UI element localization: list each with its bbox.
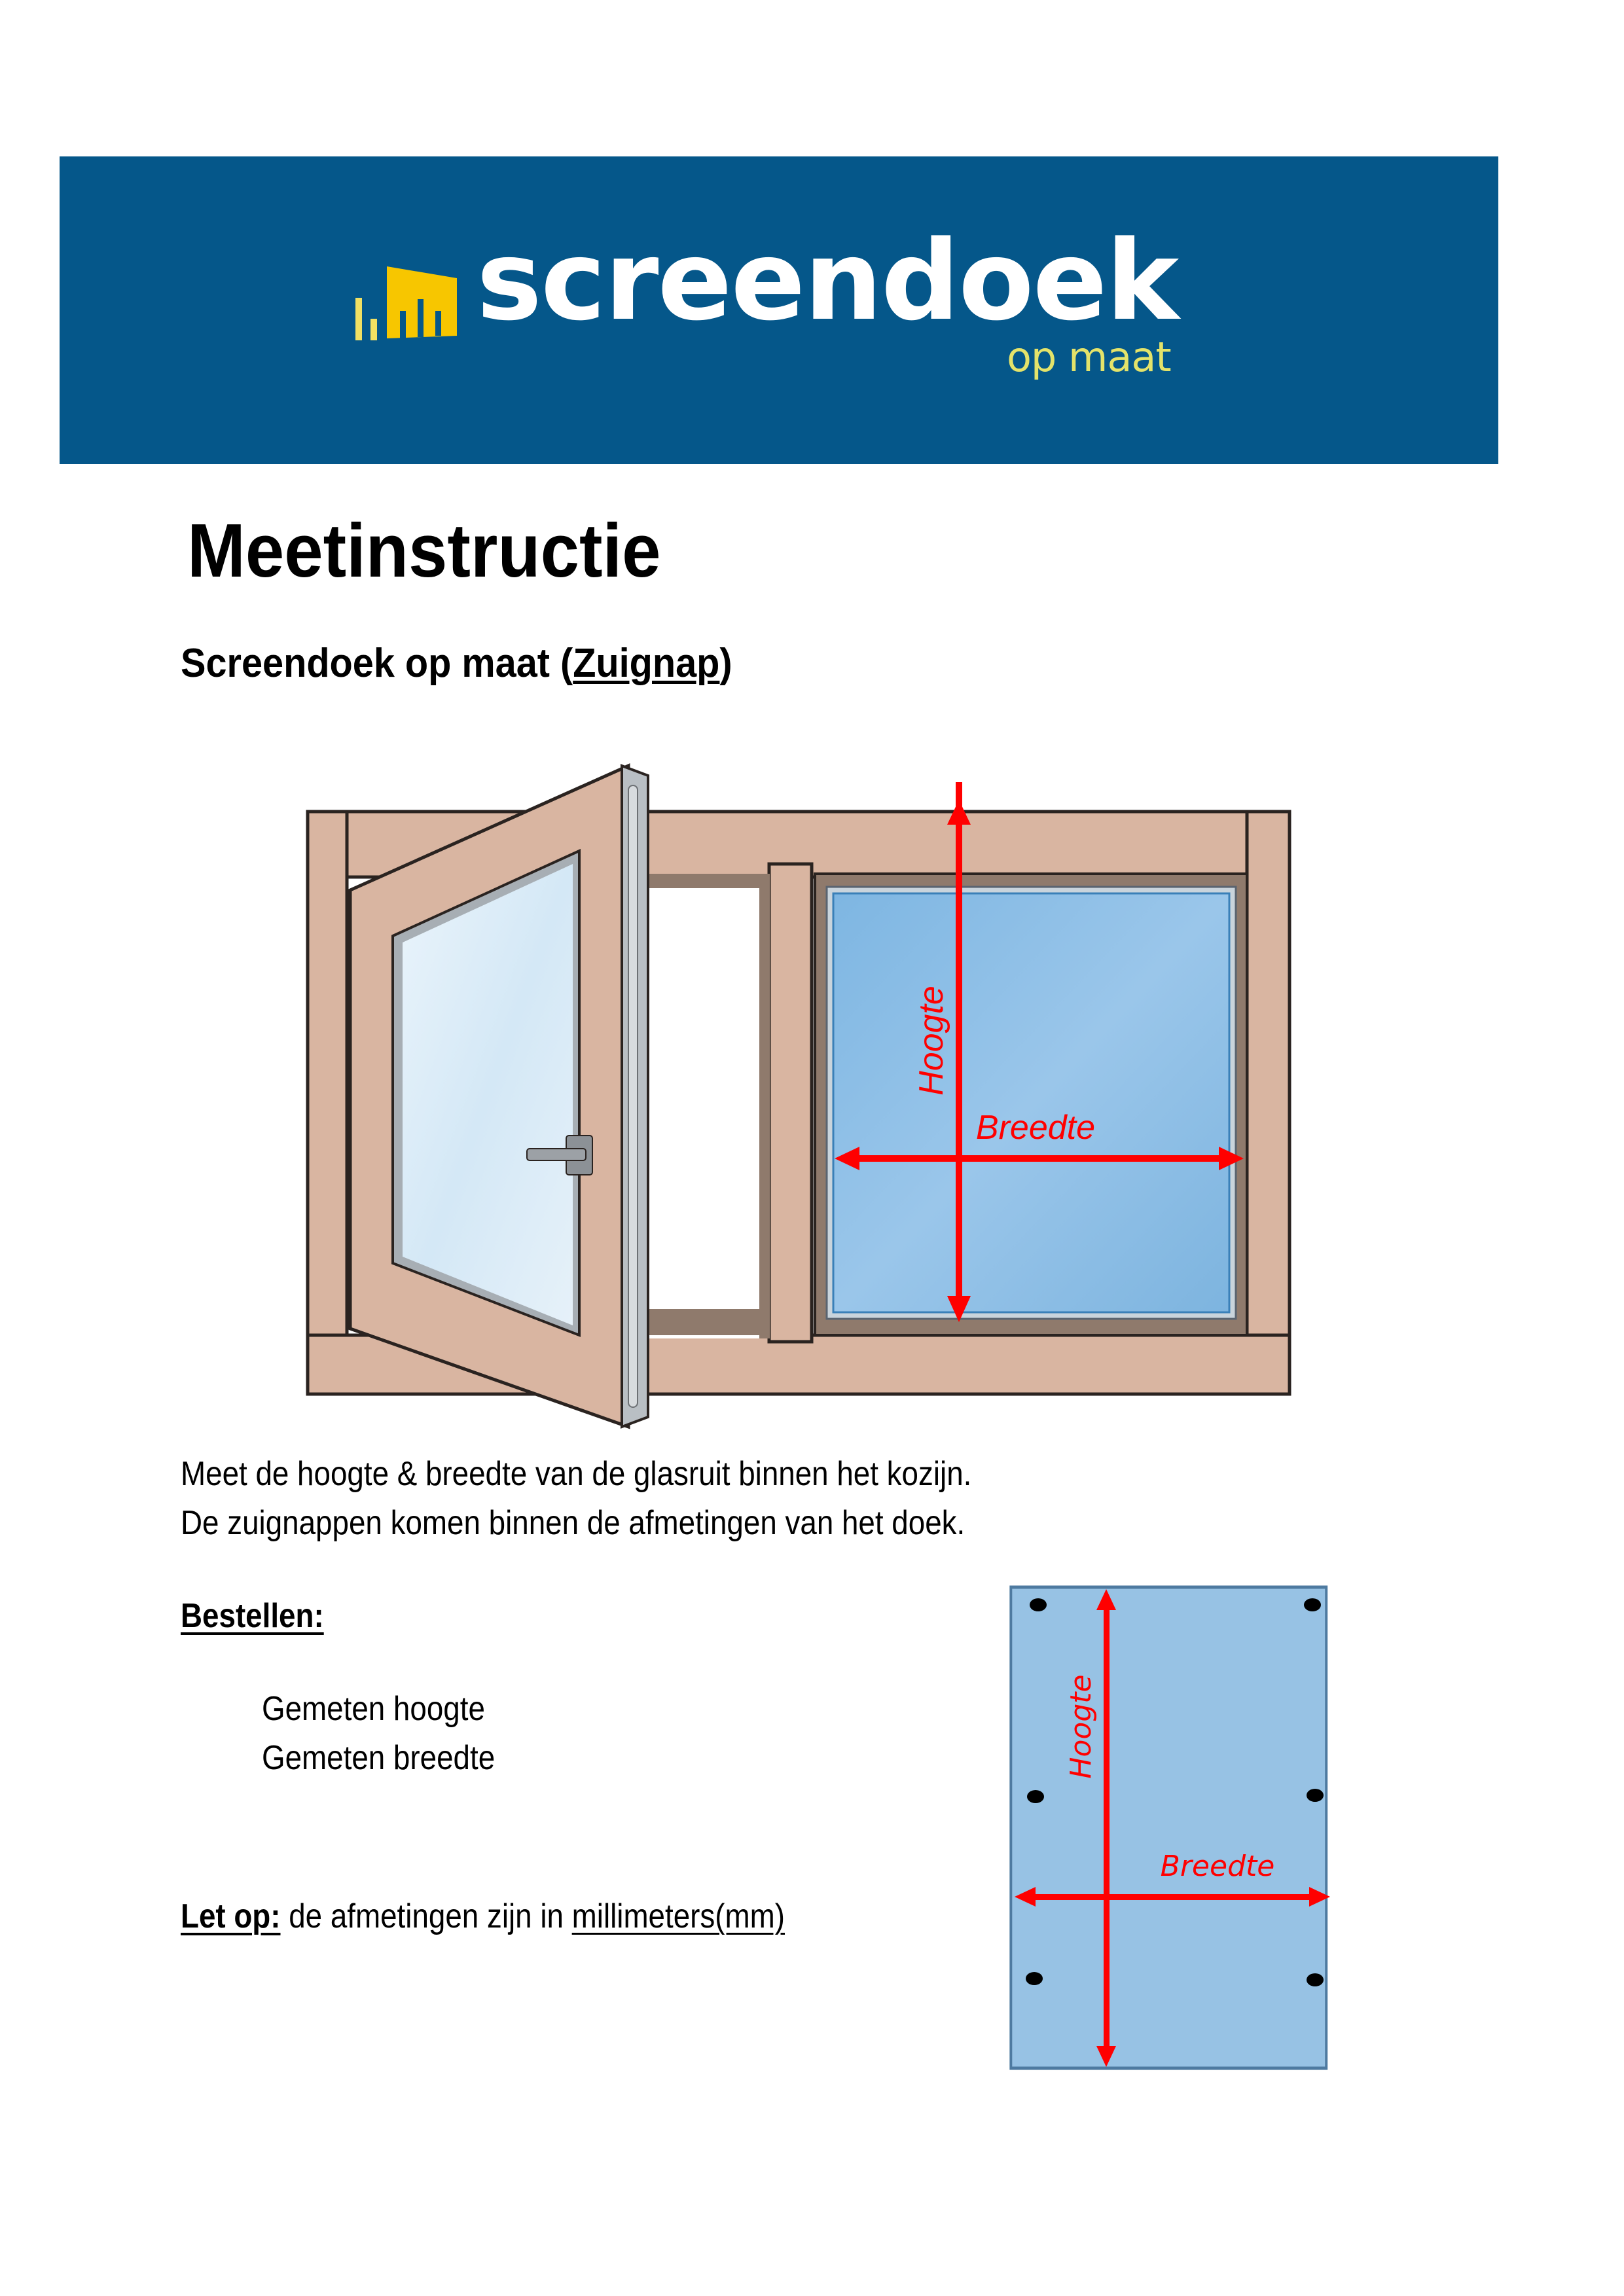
window-width-label: Breedte <box>975 1109 1096 1147</box>
screen-cloth-diagram <box>1007 1583 1334 2077</box>
window-height-label: Hoogte <box>912 986 950 1096</box>
note-line <box>181 1899 785 1933</box>
subtitle-prefix: Screendoek op maat ( <box>181 641 573 686</box>
page-title: Meetinstructie <box>187 508 661 593</box>
order-item-width: Gemeten breedte <box>262 1739 496 1777</box>
note-unit: millimeters(mm) <box>571 1897 785 1935</box>
note-label: Let op: <box>181 1897 281 1935</box>
instruction-line-2: De zuignappen komen binnen de afmetingen van het doek. <box>181 1504 965 1542</box>
order-heading: Bestellen: <box>181 1597 324 1635</box>
order-item-height: Gemeten hoogte <box>262 1690 485 1728</box>
logo-mark-icon <box>350 259 468 344</box>
brand-tagline: op maat <box>1007 333 1171 381</box>
subtitle-suffix: ) <box>719 641 732 686</box>
instruction-line-1: Meet de hoogte & breedte van de glasruit binnen het kozijn. <box>181 1455 972 1493</box>
diagram-width-label: Breedte <box>1160 1850 1275 1883</box>
brand-name: screendoek <box>477 217 1178 345</box>
window-illustration <box>298 759 1293 1453</box>
note-text: de afmetingen zijn in <box>280 1897 572 1935</box>
diagram-height-label: Hoogte <box>1064 1674 1098 1779</box>
page-subtitle <box>181 643 732 684</box>
subtitle-emphasis: Zuignap <box>573 641 720 686</box>
